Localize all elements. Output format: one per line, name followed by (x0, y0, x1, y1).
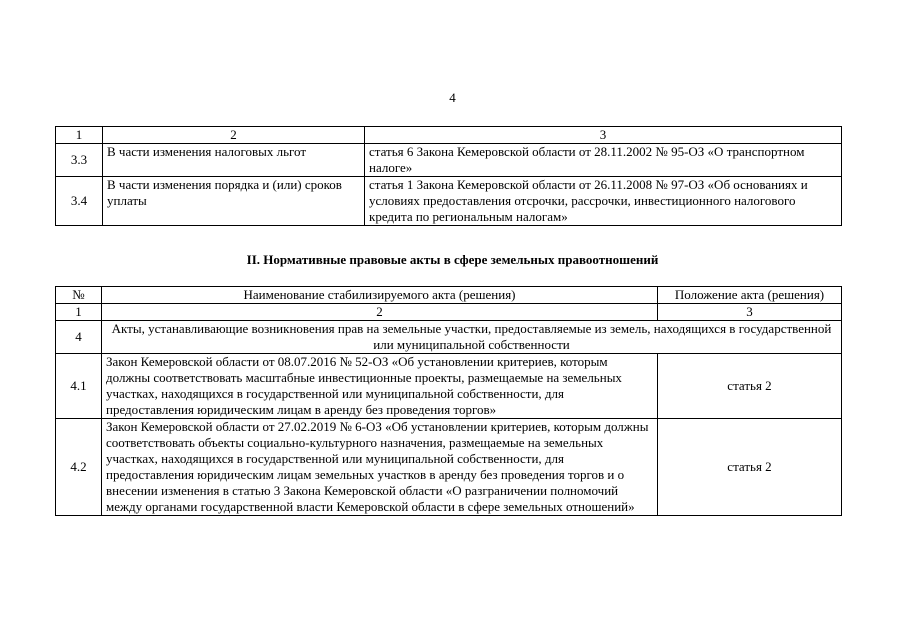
table-header-row (56, 287, 842, 304)
row-act: статья 1 Закона Кемеровской области от 26.11.2008 № 97-ОЗ «Об основаниях и условиях предоставления отсрочки, рассрочки, инвестиционного налогового кредита по региональным налогам» (365, 177, 842, 226)
column-numbers-row (56, 304, 842, 321)
column-number-cell: 3 (658, 304, 842, 321)
table-header-row (56, 127, 842, 144)
table-row (56, 177, 842, 226)
header-provision: Положение акта (решения) (658, 287, 842, 304)
header-act-name: Наименование стабилизируемого акта (решения) (102, 287, 658, 304)
group-row (56, 321, 842, 354)
row-number: 3.4 (56, 177, 103, 226)
row-provision: статья 2 (658, 419, 842, 516)
group-number: 4 (56, 321, 102, 354)
row-act-name: Закон Кемеровской области от 27.02.2019 № 6-ОЗ «Об установлении критериев, которым должны соответствовать объекты социально-культурного назначения, размещаемые на земельных участках, находящихся в государственной или муниципальной собственности, для предоставления юридическим лицам земельных участков в аренду без проведения торгов и о внесении изменения в статью 3 Закона Кемеровской области «О разграничении полномочий между органами государственной власти Кемеровской области в сфере земельных отношений» (102, 419, 658, 516)
column-number-cell: 1 (56, 127, 103, 144)
column-number-cell: 2 (102, 304, 658, 321)
row-act: статья 6 Закона Кемеровской области от 28.11.2002 № 95-ОЗ «О транспортном налоге» (365, 144, 842, 177)
column-number-cell: 3 (365, 127, 842, 144)
header-number: № (56, 287, 102, 304)
row-act-name: Закон Кемеровской области от 08.07.2016 № 52-ОЗ «Об установлении критериев, которым должны соответствовать масштабные инвестиционные проекты, размещаемые на земельных участках, находящихся в государственной или муниципальной собственности, для предоставления юридическим лицам в аренду без проведения торгов» (102, 354, 658, 419)
group-title: Акты, устанавливающие возникновения прав на земельные участки, предоставляемые из земель, находящихся в государственной или муниципальной собственности (102, 321, 842, 354)
land-acts-table (55, 286, 842, 516)
tax-acts-table (55, 126, 842, 226)
row-number: 3.3 (56, 144, 103, 177)
column-number-cell: 2 (103, 127, 365, 144)
page-number: 4 (449, 90, 456, 105)
column-number-cell: 1 (56, 304, 102, 321)
row-number: 4.2 (56, 419, 102, 516)
table-row (56, 354, 842, 419)
row-number: 4.1 (56, 354, 102, 419)
row-name: В части изменения налоговых льгот (103, 144, 365, 177)
row-name: В части изменения порядка и (или) сроков уплаты (103, 177, 365, 226)
section-title: II. Нормативные правовые акты в сфере земельных правоотношений (246, 252, 659, 267)
table-row (56, 419, 842, 516)
row-provision: статья 2 (658, 354, 842, 419)
table-row (56, 144, 842, 177)
